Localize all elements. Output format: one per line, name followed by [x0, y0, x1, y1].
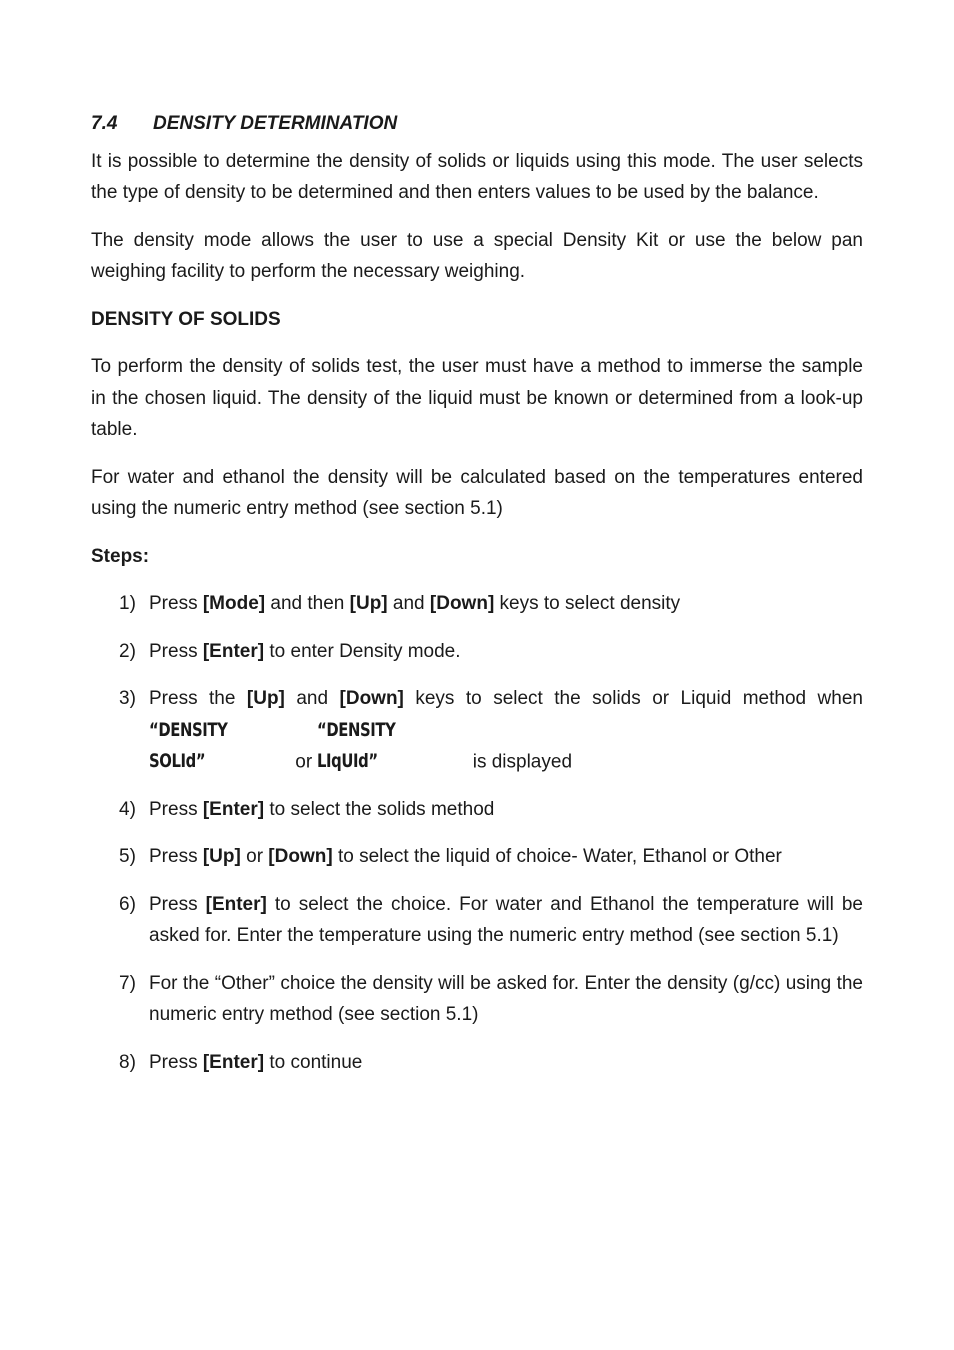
- step-marker: 7): [119, 972, 136, 994]
- step-item: [91, 683, 863, 778]
- display-text-density-liquid: “DENSITY LIqUId”: [317, 718, 396, 772]
- step-text: to select the choice. For water and Ethanol the temperature will be asked for. Enter the temperature using the numeric entry method (see section 5.1): [149, 893, 863, 946]
- key-label: [Up]: [246, 688, 285, 709]
- step-item: [91, 636, 863, 668]
- step-item: [91, 588, 863, 620]
- step-marker: 6): [119, 893, 136, 915]
- step-text: to continue: [264, 1051, 363, 1073]
- key-label: [Enter]: [202, 1051, 265, 1073]
- key-label: [Down]: [429, 593, 495, 614]
- key-label: [Enter]: [202, 798, 265, 820]
- key-label: [Enter]: [202, 640, 265, 662]
- intro-paragraph-2: The density mode allows the user to use a special Density Kit or use the below pan weighing facility to perform the necessary weighing.: [91, 229, 863, 282]
- solids-heading: DENSITY OF SOLIDS: [91, 308, 281, 330]
- step-text: and: [387, 593, 430, 614]
- step-text: keys to select density: [494, 593, 681, 614]
- step-item: [91, 794, 863, 826]
- step-text: Press: [149, 1051, 203, 1073]
- key-label: [Mode]: [202, 593, 266, 614]
- step-marker: 1): [119, 593, 136, 614]
- step-marker: 2): [119, 640, 136, 662]
- step-text: to select the solids method: [264, 798, 495, 820]
- step-text: Press: [149, 640, 203, 662]
- step-text: is displayed: [467, 751, 573, 772]
- step-text: Press the: [149, 688, 247, 709]
- step-text: to enter Density mode.: [264, 640, 461, 662]
- step-text: Press: [149, 893, 206, 915]
- section-title: DENSITY DETERMINATION: [153, 113, 398, 134]
- steps-label: Steps:: [91, 545, 150, 567]
- step-item: [91, 1047, 863, 1079]
- key-label: [Up]: [349, 593, 388, 614]
- step-item: [91, 841, 863, 873]
- steps-list: [91, 588, 863, 1078]
- section-heading: [91, 108, 863, 140]
- step-text: Press: [149, 798, 203, 820]
- step-marker: 4): [119, 798, 136, 820]
- step-item: [91, 889, 863, 952]
- section-number: 7.4: [91, 113, 118, 134]
- key-label: [Down]: [339, 688, 404, 709]
- key-label: [Down]: [268, 846, 333, 867]
- key-label: [Up]: [202, 846, 241, 867]
- step-text: and then: [265, 593, 350, 614]
- solids-paragraph-2: For water and ethanol the density will be calculated based on the temperatures entered using the numeric entry method (see section 5.1): [91, 466, 863, 519]
- intro-paragraph-1: It is possible to determine the density of solids or liquids using this mode. The user selects the type of density to be determined and then enters values to be used by the balance.: [91, 150, 863, 203]
- step-text: or: [290, 751, 318, 772]
- step-text: Press: [149, 593, 203, 614]
- key-label: [Enter]: [205, 893, 267, 915]
- step-item: [91, 968, 863, 1031]
- step-marker: 3): [119, 688, 136, 709]
- step-text: or: [240, 846, 269, 867]
- display-text-density-solid: “DENSITY SOLId”: [149, 718, 228, 772]
- step-text: keys to select the solids or Liquid method when: [403, 688, 863, 709]
- step-marker: 5): [119, 846, 136, 867]
- step-text: For the “Other” choice the density will be asked for. Enter the density (g/cc) using the numeric entry method (see section 5.1): [149, 972, 863, 1025]
- solids-paragraph-1: To perform the density of solids test, the user must have a method to immerse the sample in the chosen liquid. The density of the liquid must be known or determined from a look-up table.: [91, 356, 863, 440]
- step-text: and: [284, 688, 340, 709]
- step-text: to select the liquid of choice- Water, Ethanol or Other: [332, 846, 782, 867]
- step-marker: 8): [119, 1051, 136, 1073]
- step-text: Press: [149, 846, 203, 867]
- document-page: [91, 108, 863, 1094]
